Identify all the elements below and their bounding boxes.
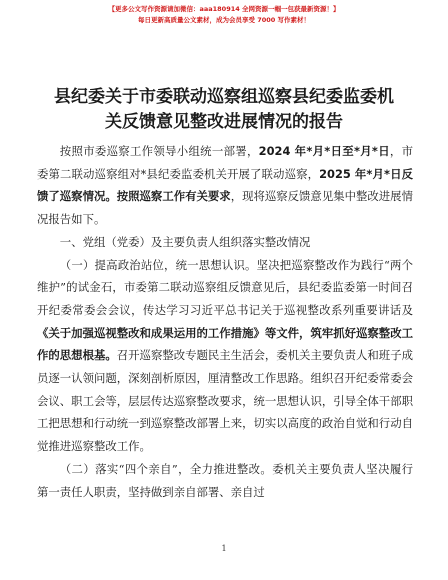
subsection-1-text: 坚决把巡察整改作为践行“两个维护”的试金石，市委第二联动巡察组反馈意见后，县纪委监委第一时间召开纪委常委会会议，传达学习习近平总书记关于巡视整改系列重要讲话及 [37,257,413,317]
intro-text: ，市委第二联动巡察组对*县纪委监委机关开展了联动巡察， [37,144,413,181]
subsection-2-text: 委机关主要负责人坚决履行第一责任人职责，坚持做到亲自部署、亲自过 [37,461,413,499]
subsection-2-paragraph [37,458,413,503]
document-title [30,85,418,135]
intro-text: ，现将巡察反馈意见集中整改进展情况报告如下。 [37,189,413,227]
subsection-2-heading: （二）落实“四个亲自”，全力推进整改。 [59,461,273,476]
document-title-line-1: 县纪委关于市委联动巡察组巡察县纪委监委机 [54,87,394,107]
subsection-1-document-ref: 《关于加强巡视整改和成果运用的工作措施》等文件 [37,325,300,340]
document-body [37,140,413,503]
intro-text: 按照市委巡察工作领导小组统一部署， [59,144,259,158]
intro-date-range: 2024 年*月*日至*月*日 [258,144,390,158]
subsection-1-heading: （一）提高政治站位，统一思想认识。 [59,257,257,272]
intro-feedback-date: 2025 年*月*日反馈了巡察情况 [37,166,413,204]
subsection-1-paragraph [37,254,413,458]
promo-banner-line-2: 每日更新高质量公文素材，成为会员享受 7000 写作素材！ [137,16,311,24]
section-heading-1: 一、党组（党委）及主要负责人组织落实整改情况 [59,234,311,249]
subsection-1-emphasis: ，筑牢抓好巡察整改工作的思想根基。 [37,325,413,363]
intro-requirement: 。按照巡察工作有关要求 [105,189,231,204]
promo-banner-line-1: 【更多公文写作资源请加微信：aaa180914 全网资源一帼一包获最新资源！】 [108,5,340,13]
promo-banner [0,4,448,26]
subsection-1-text: 召开巡察整改专题民主生活会，委机关主要负责人和班子成员逐一认领问题，深刻剖析原因，厘清整改工作思路。组织召开纪委常委会会议、职工会等，层层传达巡察整改要求，统一思想认识，引导全体干部职工把思想和行动统一到巡察整改部署上来，切实以高度的政治自觉和行动自觉推进巡察整改工作。 [37,348,413,454]
intro-paragraph [37,140,413,231]
page-number: 1 [221,544,227,553]
document-title-line-2: 关反馈意见整改进展情况的报告 [105,112,343,132]
